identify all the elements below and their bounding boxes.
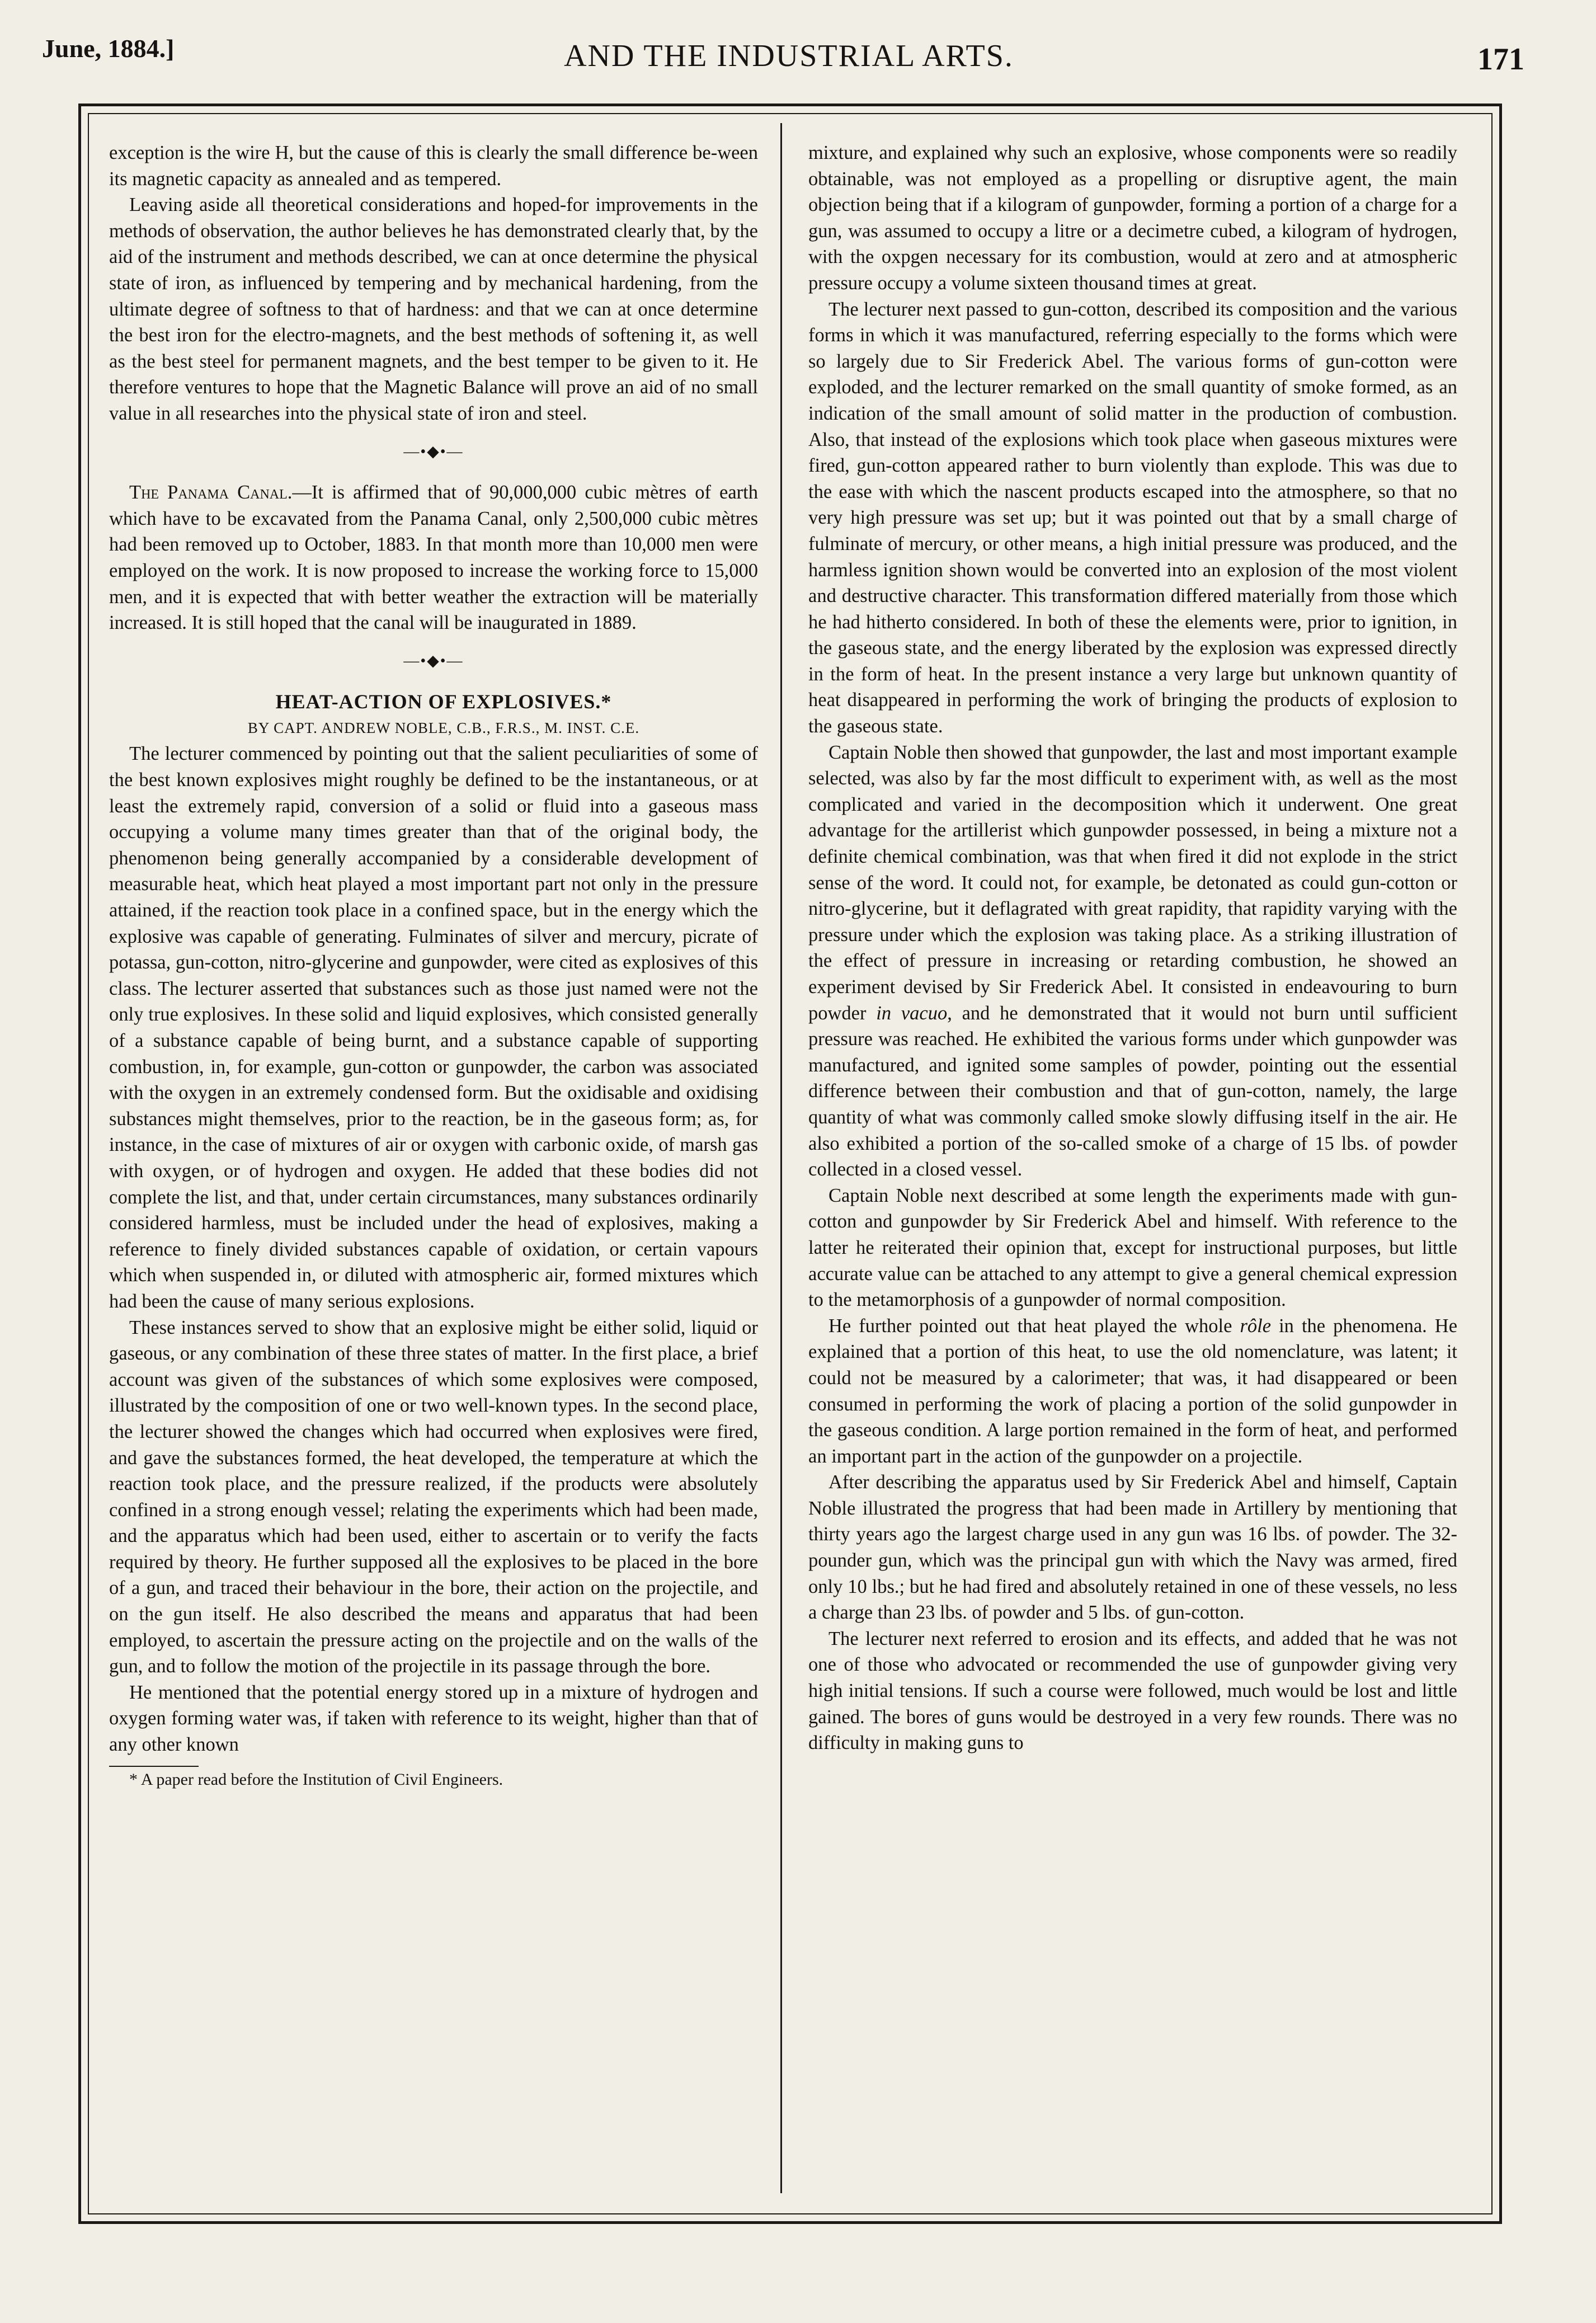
panama-canal-paragraph (109, 479, 758, 636)
running-head (42, 28, 1536, 101)
body-paragraph: The lecturer commenced by pointing out that the salient peculiarities of some of the best known explosives might roughly be defined to be the instantaneous, or at least the extremely rapid, conversion of a solid or fluid into a gaseous mass occupying a volume many times greater than that of the original body, the phenomenon being generally accompanied by a considerable development of measurable heat, which heat played a most important part not only in the pressure attained, if the reaction took place in a confined space, but in the energy which the explosive was capable of generating. Fulminates of silver and mercury, picrate of potassa, gun-cotton, nitro-glycerine and gunpowder, were cited as explosives of this class. The lecturer asserted that substances such as those just named were not the only true explosives. In these solid and liquid explosives, which consisted generally of a substance capable of being burnt, and a substance capable of supporting combustion, in, for example, gun-cotton or gunpowder, the carbon was associated with the oxygen in an extremely condensed form. But the oxidisable and oxidising substances might themselves, prior to the reaction, be in the gaseous form; as, for instance, in the case of mixtures of air or oxygen with carbonic oxide, of marsh gas with oxygen, or of hydrogen and oxygen. He added that these bodies did not complete the list, and that, under certain circumstances, many substances ordinarily considered harmless, must be included under the head of explosives, making a reference to finely divided substances capable of oxidation, or certain vapours which when suspended in, or diluted with atmospheric air, formed mixtures which had been the cause of many serious explosions. (109, 743, 758, 1312)
body-paragraph: Captain Noble next described at some length the experiments made with gun-cotton and gunpowder by Sir Frederick Abel and himself. With reference to the latter he reiterated their opinion that, except for instructional purposes, but little accurate value can be attached to any attempt to give a general chemical expression to the metamorphosis of a gunpowder of normal composition. (808, 1184, 1457, 1311)
body-paragraph (808, 740, 1457, 1183)
body-paragraph: The lecturer next passed to gun-cotton, described its composition and the various forms in which it was manufactured, referring especially to the forms which were so largely due to Sir Frederick Abel. The various forms of gun-cotton were exploded, and the lecturer remarked on the small quantity of smoke formed, as an indication of the small amount of solid matter in the production of combustion. Also, that instead of the explosions which took place when gaseous mixtures were fired, gun-cotton appeared rather to burn violently than explode. This was due to the ease with which the nascent products escaped into the atmosphere, so that no very high pressure was set up; but it was pointed out that by a small charge of fulminate of mercury, or other means, a high initial pressure was produced, and the harmless ignition shown would be converted into an explosion of the most violent and destructive character. This transformation differed materially from those which he had hitherto considered. In both of these the elements were, prior to ignition, in the gaseous state, and the energy liberated by the explosion was expressed directly in the form of heat. In the present instance a very large but unknown quantity of heat disappeared in performing the work of bringing the products of explosion to the gaseous state. (808, 298, 1457, 737)
page-number: 171 (1477, 42, 1524, 77)
italic-term: rôle (1240, 1315, 1272, 1337)
footnote: * A paper read before the Institution of Civil Engineers. (129, 1770, 503, 1789)
section-divider-ornament: —•◆•— (403, 652, 464, 670)
article-continuation-paragraph: exception is the wire H, but the cause of this is clearly the small difference be-ween its magnetic capacity as annealed and as tempered. (109, 142, 758, 190)
section-divider-ornament: —•◆•— (403, 443, 464, 460)
page-frame (78, 104, 1502, 2224)
text-run: , and he demonstrated that it would not burn until sufficient pressure was reached. He exhibited the various forms under which gunpowder was manufactured, and ignited some samples of powder, pointing out the essential difference between their combustion and that of gun-cotton, namely, the large quantity of what was commonly called smoke slowly diffusing itself in the air. He also exhibited a portion of the so-called smoke of a charge of 15 lbs. of powder collected in a closed vessel. (808, 1002, 1457, 1181)
body-paragraph: He mentioned that the potential energy stored up in a mixture of hydrogen and oxygen forming water was, if taken with reference to its weight, higher than that of any other known (109, 1681, 758, 1756)
column-rule (780, 123, 782, 2193)
italic-term: in vacuo (876, 1002, 948, 1024)
body-paragraph: These instances served to show that an explosive might be either solid, liquid or gaseous, or any combination of these three states of matter. In the first place, a brief account was given of the substances of which some explosives were composed, illustrated by the composition of one or two well-known types. In the second place, the lecturer showed the changes which had occurred when explosives were fired, and gave the substances formed, the heat developed, the temperature at which the reaction took place, and the pressure realized, if the products were absolutely confined in a strong enough vessel; relating the experiments which had been made, and the apparatus which had been used, either to ascertain or to verify the facts required by theory. He further supposed all the explosives to be placed in the bore of a gun, and traced their behaviour in the bore, their action on the projectile, and on the gun itself. He also described the means and apparatus that had been employed, to ascertain the pressure acting on the projectile and on the walls of the gun, and to follow the motion of the projectile in its passage through the bore. (109, 1316, 758, 1677)
issue-date: June, 1884.] (42, 34, 175, 63)
journal-title: AND THE INDUSTRIAL ARTS. (564, 39, 1014, 73)
right-column (808, 140, 1457, 1756)
article-byline: BY CAPT. ANDREW NOBLE, C.B., F.R.S., M. INST. C.E. (247, 719, 640, 736)
article-conclusion-paragraph: Leaving aside all theoretical considerations and hoped-for improvements in the methods of observation, the author believes he has demonstrated clearly that, by the aid of the instrument and methods described, we can at once determine the physical state of iron, as influenced by tempering and by mechanical hardening, from the ultimate degree of softness to that of hardness: and that we can at once determine the best iron for the electro-magnets, and the best methods of softening it, as well as the best steel for permanent magnets, and the best temper to be given to it. He therefore ventures to hope that the Magnetic Balance will prove an aid of no small value in all researches into the physical state of iron and steel. (109, 194, 758, 424)
panama-canal-text: —It is affirmed that of 90,000,000 cubic mètres of earth which have to be excavated from the Panama Canal, only 2,500,000 cubic mètres had been removed up to October, 1883. In that month more than 10,000 men were employed on the work. It is now proposed to increase the working force to 15,000 men, and it is expected that with better weather the extraction will be materially increased. It is still hoped that the canal will be inaugurated in 1889. (109, 482, 758, 634)
body-paragraph: The lecturer next referred to erosion and its effects, and added that he was not one of those who advocated or recommended the use of gunpowder giving very high initial tensions. If such a course were followed, much would be lost and little gained. The bores of guns would be destroyed in a very few rounds. There was no difficulty in making guns to (808, 1628, 1457, 1754)
body-paragraph: After describing the apparatus used by Sir Frederick Abel and himself, Captain Noble illustrated the progress that had been made in Artillery by mentioning that thirty years ago the largest charge used in any gun was 16 lbs. of powder. The 32-pounder gun, which was the principal gun with which the Navy was armed, fired only 10 lbs.; but he had fired and absolutely retained in one of these vessels, no less a charge than 23 lbs. of powder and 5 lbs. of gun-cotton. (808, 1471, 1457, 1624)
article-headline: HEAT-ACTION OF EXPLOSIVES.* (275, 690, 612, 713)
body-paragraph: mixture, and explained why such an explosive, whose components were so readily obtainable, was not employed as a propelling or disruptive agent, the main objection being that if a kilogram of gunpowder, forming a portion of a charge for a gun, was assumed to occupy a litre or a decimetre cubed, a kilogram of hydrogen, with the oxpgen necessary for its combustion, would at zero and at atmospheric pressure occupy a volume sixteen thousand times at great. (808, 142, 1457, 294)
panama-canal-title: The Panama Canal. (129, 482, 293, 504)
text-run: He further pointed out that heat played the whole (828, 1315, 1240, 1337)
body-paragraph (808, 1313, 1457, 1470)
text-run: Captain Noble then showed that gunpowder, the last and most important example selected, was also by far the most difficult to experiment with, as well as the most complicated and varied in the decomposition which it underwent. One great advantage for the artillerist which gunpowder possessed, in being a mixture not a definite chemical combination, was that when fired it did not explode in the strict sense of the word. It could not, for example, be detonated as could gun-cotton or nitro-glycerine, but it deflagrated with great rapidity, that rapidity varying with the pressure under which the explosion was taking place. As a striking illustration of the effect of pressure in increasing or retarding combustion, he showed an experiment devised by Sir Frederick Abel. It consisted in endeavouring to burn powder (808, 741, 1457, 1024)
text-run: in the phenomena. He explained that a portion of this heat, to use the old nomenclature, was latent; it could not be measured by a calorimeter; that was, it had disappeared or been consumed in performing the work of placing a portion of the solid gunpowder in the gaseous condition. A large portion remained in the form of heat, and performed an important part in the action of the gunpowder on a projectile. (808, 1315, 1458, 1467)
left-column (109, 140, 758, 1793)
